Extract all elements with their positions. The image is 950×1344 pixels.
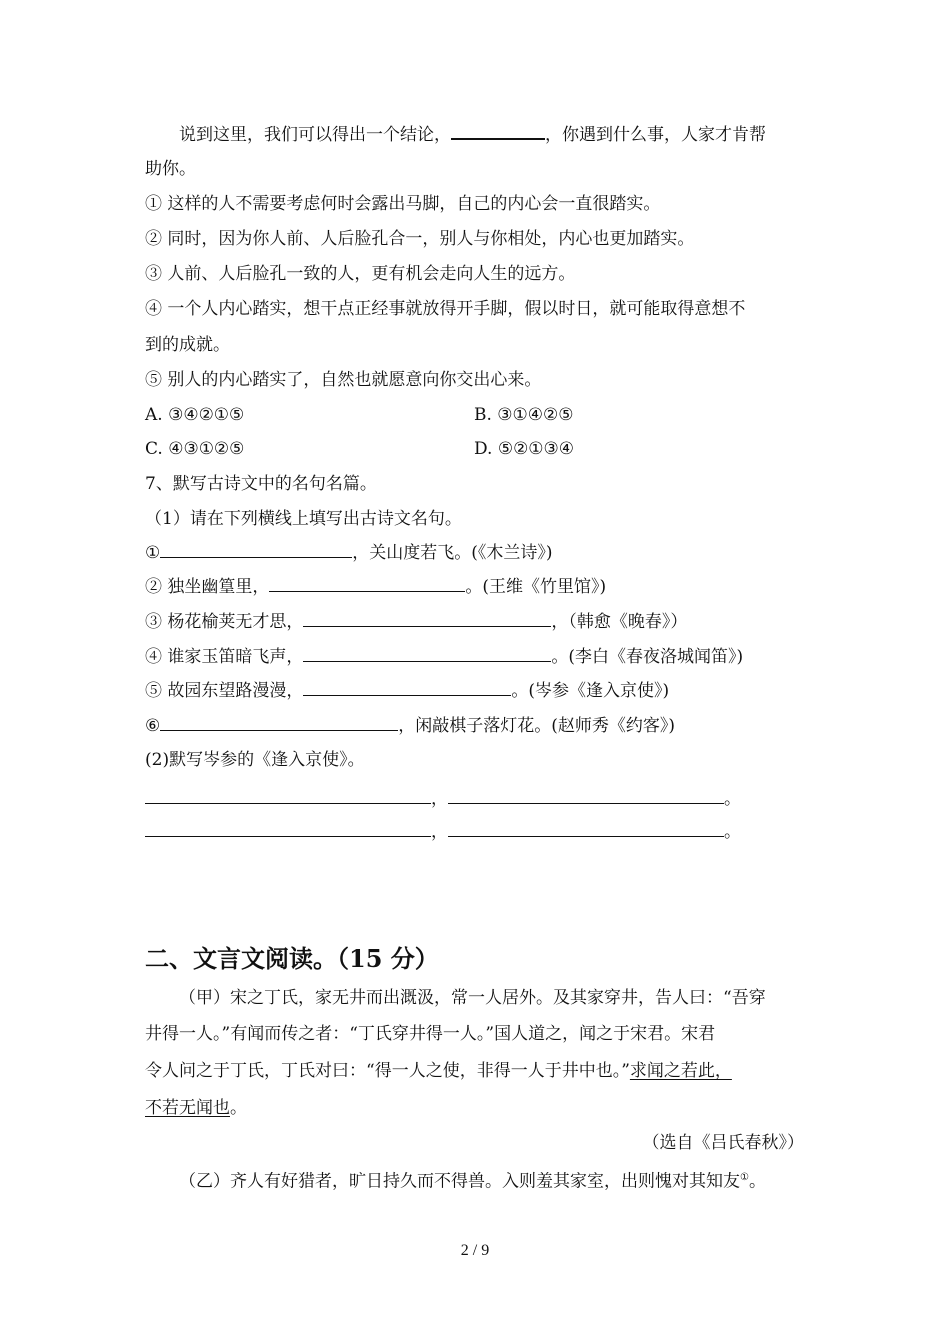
answer-blank[interactable] <box>160 714 398 731</box>
poem-item-3: ③ 杨花榆荚无才思， ，（韩愈《晚春》） <box>145 612 688 632</box>
answer-blank[interactable] <box>269 575 465 592</box>
option-b[interactable]: B. ③①④②⑤ <box>474 405 574 425</box>
question-7-title: 7、默写古诗文中的名句名篇。 <box>145 474 377 494</box>
poem-item-6: ⑥ ，闲敲棋子落灯花。(赵师秀《约客》) <box>145 716 676 736</box>
answer-blank[interactable] <box>145 820 431 837</box>
poem-item-4: ④ 谁家玉笛暗飞声， 。(李白《春夜洛城闻笛》) <box>145 647 744 667</box>
poem-item-5: ⑤ 故园东望路漫漫， 。(岑参《逢入京使》) <box>145 681 670 701</box>
passage-jia-line-1: （甲）宋之丁氏，家无井而出溉汲，常一人居外。及其家穿井，告人曰：“吾穿 <box>179 988 766 1008</box>
question-7-sub2: (2)默写岑参的《逢入京使》。 <box>145 750 365 770</box>
question-7-sub1: （1）请在下列横线上填写出古诗文名句。 <box>145 509 462 529</box>
option-d[interactable]: D. ⑤②①③④ <box>474 439 575 459</box>
answer-blank[interactable] <box>451 122 545 140</box>
sentence-5: ⑤ 别人的内心踏实了，自然也就愿意向你交出心来。 <box>145 370 542 390</box>
answer-blank[interactable] <box>145 787 431 804</box>
poem-item-2: ② 独坐幽篁里， 。(王维《竹里馆》) <box>145 577 607 597</box>
sentence-4-cont: 到的成就。 <box>145 335 230 355</box>
sentence-4: ④ 一个人内心踏实，想干点正经事就放得开手脚，假以时日，就可能取得意想不 <box>145 299 746 319</box>
sentence-3: ③ 人前、人后脸孔一致的人，更有机会走向人生的远方。 <box>145 264 576 284</box>
answer-blank[interactable] <box>448 820 724 837</box>
poem-write-line-2: ， 。 <box>145 820 741 843</box>
page-number: 2 / 9 <box>460 1242 490 1259</box>
passage-source: （选自《吕氏春秋》） <box>642 1133 804 1153</box>
underlined-phrase: 求闻之若此， <box>629 1061 732 1081</box>
passage-jia-line-4: 不若无闻也。 <box>145 1098 247 1118</box>
poem-write-line-1: ， 。 <box>145 787 741 810</box>
answer-blank[interactable] <box>448 787 724 804</box>
underlined-phrase: 不若无闻也 <box>145 1098 230 1118</box>
conclusion-line: 说到这里，我们可以得出一个结论， ，你遇到什么事，人家才肯帮 <box>179 122 766 146</box>
sentence-2: ② 同时，因为你人前、人后脸孔合一，别人与你相处，内心也更加踏实。 <box>145 229 695 249</box>
answer-blank[interactable] <box>303 679 511 696</box>
footnote-mark: ① <box>740 1172 749 1183</box>
passage-jia-line-2: 井得一人。”有闻而传之者：“丁氏穿井得一人。”国人道之，闻之于宋君。宋君 <box>145 1024 716 1044</box>
section-2-heading: 二、文言文阅读。（15 分） <box>145 944 439 973</box>
passage-jia-line-3: 令人问之于丁氏，丁氏对曰：“得一人之使，非得一人于井中也。”求闻之若此， <box>145 1061 732 1081</box>
option-a[interactable]: A. ③④②①⑤ <box>145 405 245 425</box>
conclusion-line-2: 助你。 <box>145 159 196 179</box>
answer-blank[interactable] <box>160 541 352 558</box>
answer-blank[interactable] <box>303 610 551 627</box>
passage-yi-line-1: （乙）齐人有好猎者，旷日持久而不得兽。入则羞其家室，出则愧对其知友①。 <box>179 1171 766 1192</box>
answer-blank[interactable] <box>303 645 551 662</box>
option-c[interactable]: C. ④③①②⑤ <box>145 439 245 459</box>
poem-item-1: ① ，关山度若飞。(《木兰诗》) <box>145 543 553 563</box>
sentence-1: ① 这样的人不需要考虑何时会露出马脚，自己的内心会一直很踏实。 <box>145 194 661 214</box>
